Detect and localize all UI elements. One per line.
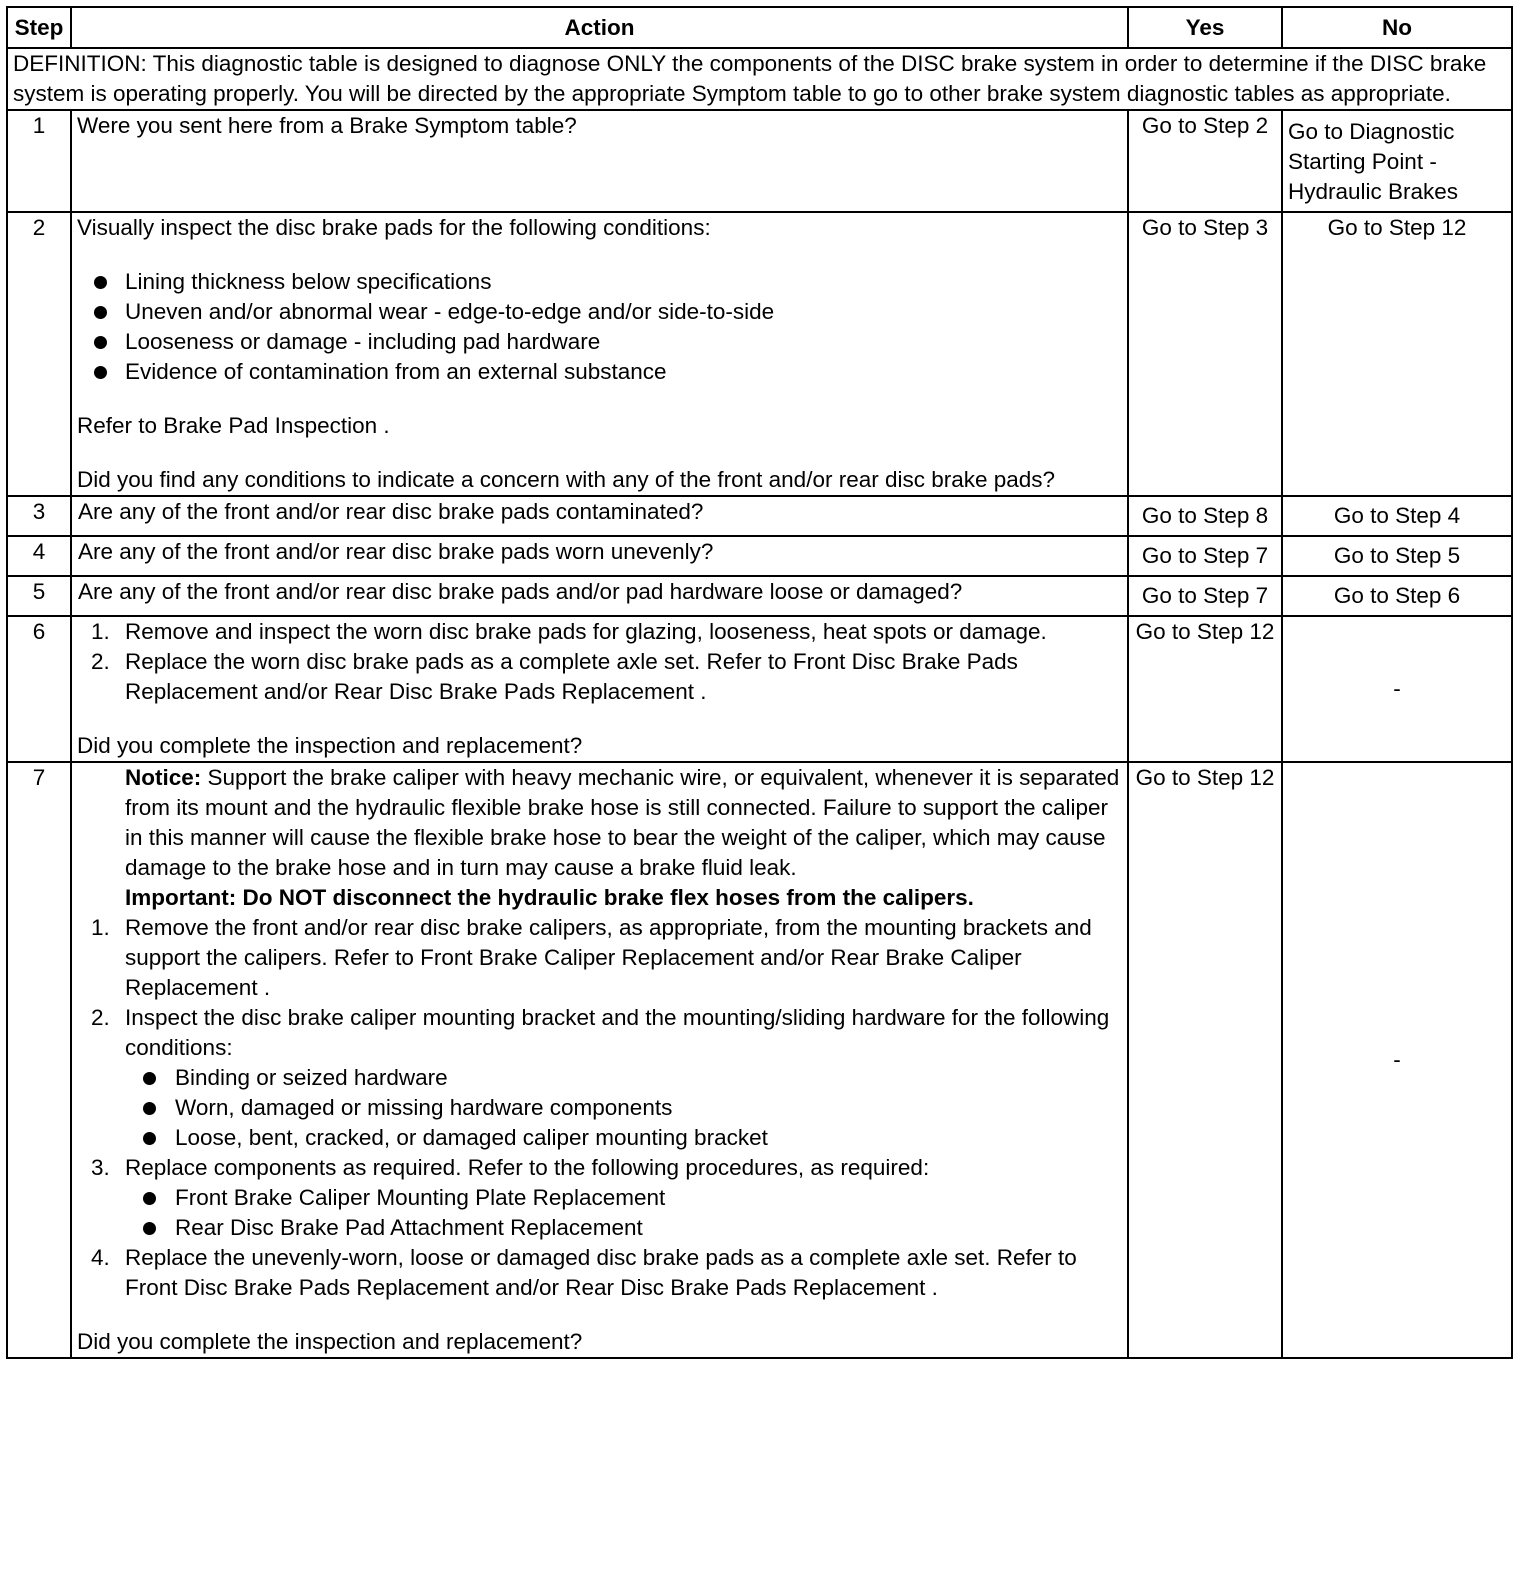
notice-text: Notice: Support the brake caliper with heavy mechanic wire, or equivalent, whenever it is separated from its mount and the hydraulic flexible brake hose is still connected. Failure to support the caliper in this manner will cause the flexible brake hose to bear the weight of the caliper, which may cause damage to the brake hose and in turn may cause a brake fluid leak. <box>125 765 1120 880</box>
list-item-text: Remove and inspect the worn disc brake pads for glazing, looseness, heat spots or damage. <box>125 619 1047 644</box>
list-item: 2. Replace the worn disc brake pads as a complete axle set. Refer to Front Disc Brake Pads Replacement and/or Rear Disc Brake Pads Replacement . <box>91 649 1018 704</box>
list-item-text: Inspect the disc brake caliper mounting bracket and the mounting/sliding hardware for the following conditions: <box>125 1005 1110 1060</box>
table-row <box>7 616 1512 762</box>
header-action: Action <box>71 7 1128 48</box>
list-item-text: Replace components as required. Refer to the following procedures, as required: <box>125 1155 930 1180</box>
list-item: 3. Replace components as required. Refer to the following procedures, as required: <box>91 1155 930 1180</box>
step-number: 1 <box>7 110 71 212</box>
list-item: 4. Replace the unevenly-worn, loose or damaged disc brake pads as a complete axle set. Refer to Front Disc Brake Pads Replacement and/or Rear Disc Brake Pads Replacement . <box>91 1245 1077 1300</box>
action-cell <box>71 616 1128 762</box>
yes-result: Go to Step 2 <box>1128 110 1282 212</box>
procedure-list <box>77 913 1122 1063</box>
hardware-condition-list <box>77 1063 1122 1153</box>
action-question: Did you find any conditions to indicate a concern with any of the front and/or rear disc brake pads? <box>77 467 1056 492</box>
list-item: 1. Remove and inspect the worn disc brake pads for glazing, looseness, heat spots or damage. <box>91 619 1047 644</box>
yes-result: Go to Step 12 <box>1128 762 1282 1358</box>
no-result: Go to Step 4 <box>1282 496 1512 536</box>
action-text: Are any of the front and/or rear disc brake pads contaminated? <box>71 496 1128 536</box>
list-item: Binding or seized hardware <box>77 1063 1122 1093</box>
no-result: Go to Step 6 <box>1282 576 1512 616</box>
no-result: Go to Step 12 <box>1282 212 1512 496</box>
list-item: Looseness or damage - including pad hardware <box>77 327 1122 357</box>
action-cell <box>71 212 1128 496</box>
action-question: Did you complete the inspection and replacement? <box>77 1329 583 1354</box>
no-result: - <box>1282 616 1512 762</box>
no-result: Go to Diagnostic Starting Point - Hydraulic Brakes <box>1282 110 1512 212</box>
procedure-list <box>77 1243 1122 1303</box>
header-row <box>7 7 1512 48</box>
header-step: Step <box>7 7 71 48</box>
action-text: Are any of the front and/or rear disc brake pads and/or pad hardware loose or damaged? <box>71 576 1128 616</box>
step-number: 6 <box>7 616 71 762</box>
list-item: Loose, bent, cracked, or damaged caliper mounting bracket <box>77 1123 1122 1153</box>
diagnostic-table <box>6 6 1513 1359</box>
table-row <box>7 212 1512 496</box>
table-row <box>7 110 1512 212</box>
important-text: Important: Do NOT disconnect the hydraulic brake flex hoses from the calipers. <box>125 885 974 910</box>
definition-text: DEFINITION: This diagnostic table is designed to diagnose ONLY the components of the DISC brake system in order to determine if the DISC brake system is operating properly. You will be directed by the appropriate Symptom table to go to other brake system diagnostic tables as appropriate. <box>7 48 1512 110</box>
list-item-text: Replace the worn disc brake pads as a complete axle set. Refer to Front Disc Brake Pads Replacement and/or Rear Disc Brake Pads Replacement . <box>125 649 1018 704</box>
action-cell <box>71 762 1128 1358</box>
action-text: Were you sent here from a Brake Symptom table? <box>71 110 1128 212</box>
yes-result: Go to Step 3 <box>1128 212 1282 496</box>
action-text: Are any of the front and/or rear disc brake pads worn unevenly? <box>71 536 1128 576</box>
condition-list <box>77 267 1122 387</box>
yes-result: Go to Step 7 <box>1128 536 1282 576</box>
refer-text: Refer to Brake Pad Inspection . <box>77 413 390 438</box>
table-row <box>7 536 1512 576</box>
yes-result: Go to Step 8 <box>1128 496 1282 536</box>
list-item: 2. Inspect the disc brake caliper mounting bracket and the mounting/sliding hardware for the following conditions: <box>91 1005 1110 1060</box>
yes-result: Go to Step 7 <box>1128 576 1282 616</box>
definition-row <box>7 48 1512 110</box>
list-item: Worn, damaged or missing hardware components <box>77 1093 1122 1123</box>
header-yes: Yes <box>1128 7 1282 48</box>
action-intro: Visually inspect the disc brake pads for the following conditions: <box>77 215 711 240</box>
step-number: 7 <box>7 762 71 1358</box>
list-item: Uneven and/or abnormal wear - edge-to-edge and/or side-to-side <box>77 297 1122 327</box>
list-item: 1. Remove the front and/or rear disc brake calipers, as appropriate, from the mounting brackets and support the calipers. Refer to Front Brake Caliper Replacement and/or Rear Brake Caliper Replacement . <box>91 915 1092 1000</box>
action-question: Did you complete the inspection and replacement? <box>77 733 583 758</box>
table-row <box>7 496 1512 536</box>
no-result: - <box>1282 762 1512 1358</box>
list-item: Lining thickness below specifications <box>77 267 1122 297</box>
procedure-reference-list <box>77 1183 1122 1243</box>
notice-label: Notice: <box>125 765 202 790</box>
step-number: 2 <box>7 212 71 496</box>
list-item: Evidence of contamination from an external substance <box>77 357 1122 387</box>
yes-result: Go to Step 12 <box>1128 616 1282 762</box>
no-result: Go to Step 5 <box>1282 536 1512 576</box>
table-row <box>7 576 1512 616</box>
procedure-list <box>77 617 1122 707</box>
header-no: No <box>1282 7 1512 48</box>
step-number: 3 <box>7 496 71 536</box>
list-item-text: Replace the unevenly-worn, loose or damaged disc brake pads as a complete axle set. Refer to Front Disc Brake Pads Replacement and/or Rear Disc Brake Pads Replacement . <box>125 1245 1077 1300</box>
procedure-list <box>77 1153 1122 1183</box>
step-number: 5 <box>7 576 71 616</box>
list-item-text: Remove the front and/or rear disc brake calipers, as appropriate, from the mounting brackets and support the calipers. Refer to Front Brake Caliper Replacement and/or Rear Brake Caliper Replacement . <box>125 915 1092 1000</box>
table-row <box>7 762 1512 1358</box>
list-item: Rear Disc Brake Pad Attachment Replacement <box>77 1213 1122 1243</box>
step-number: 4 <box>7 536 71 576</box>
list-item: Front Brake Caliper Mounting Plate Replacement <box>77 1183 1122 1213</box>
